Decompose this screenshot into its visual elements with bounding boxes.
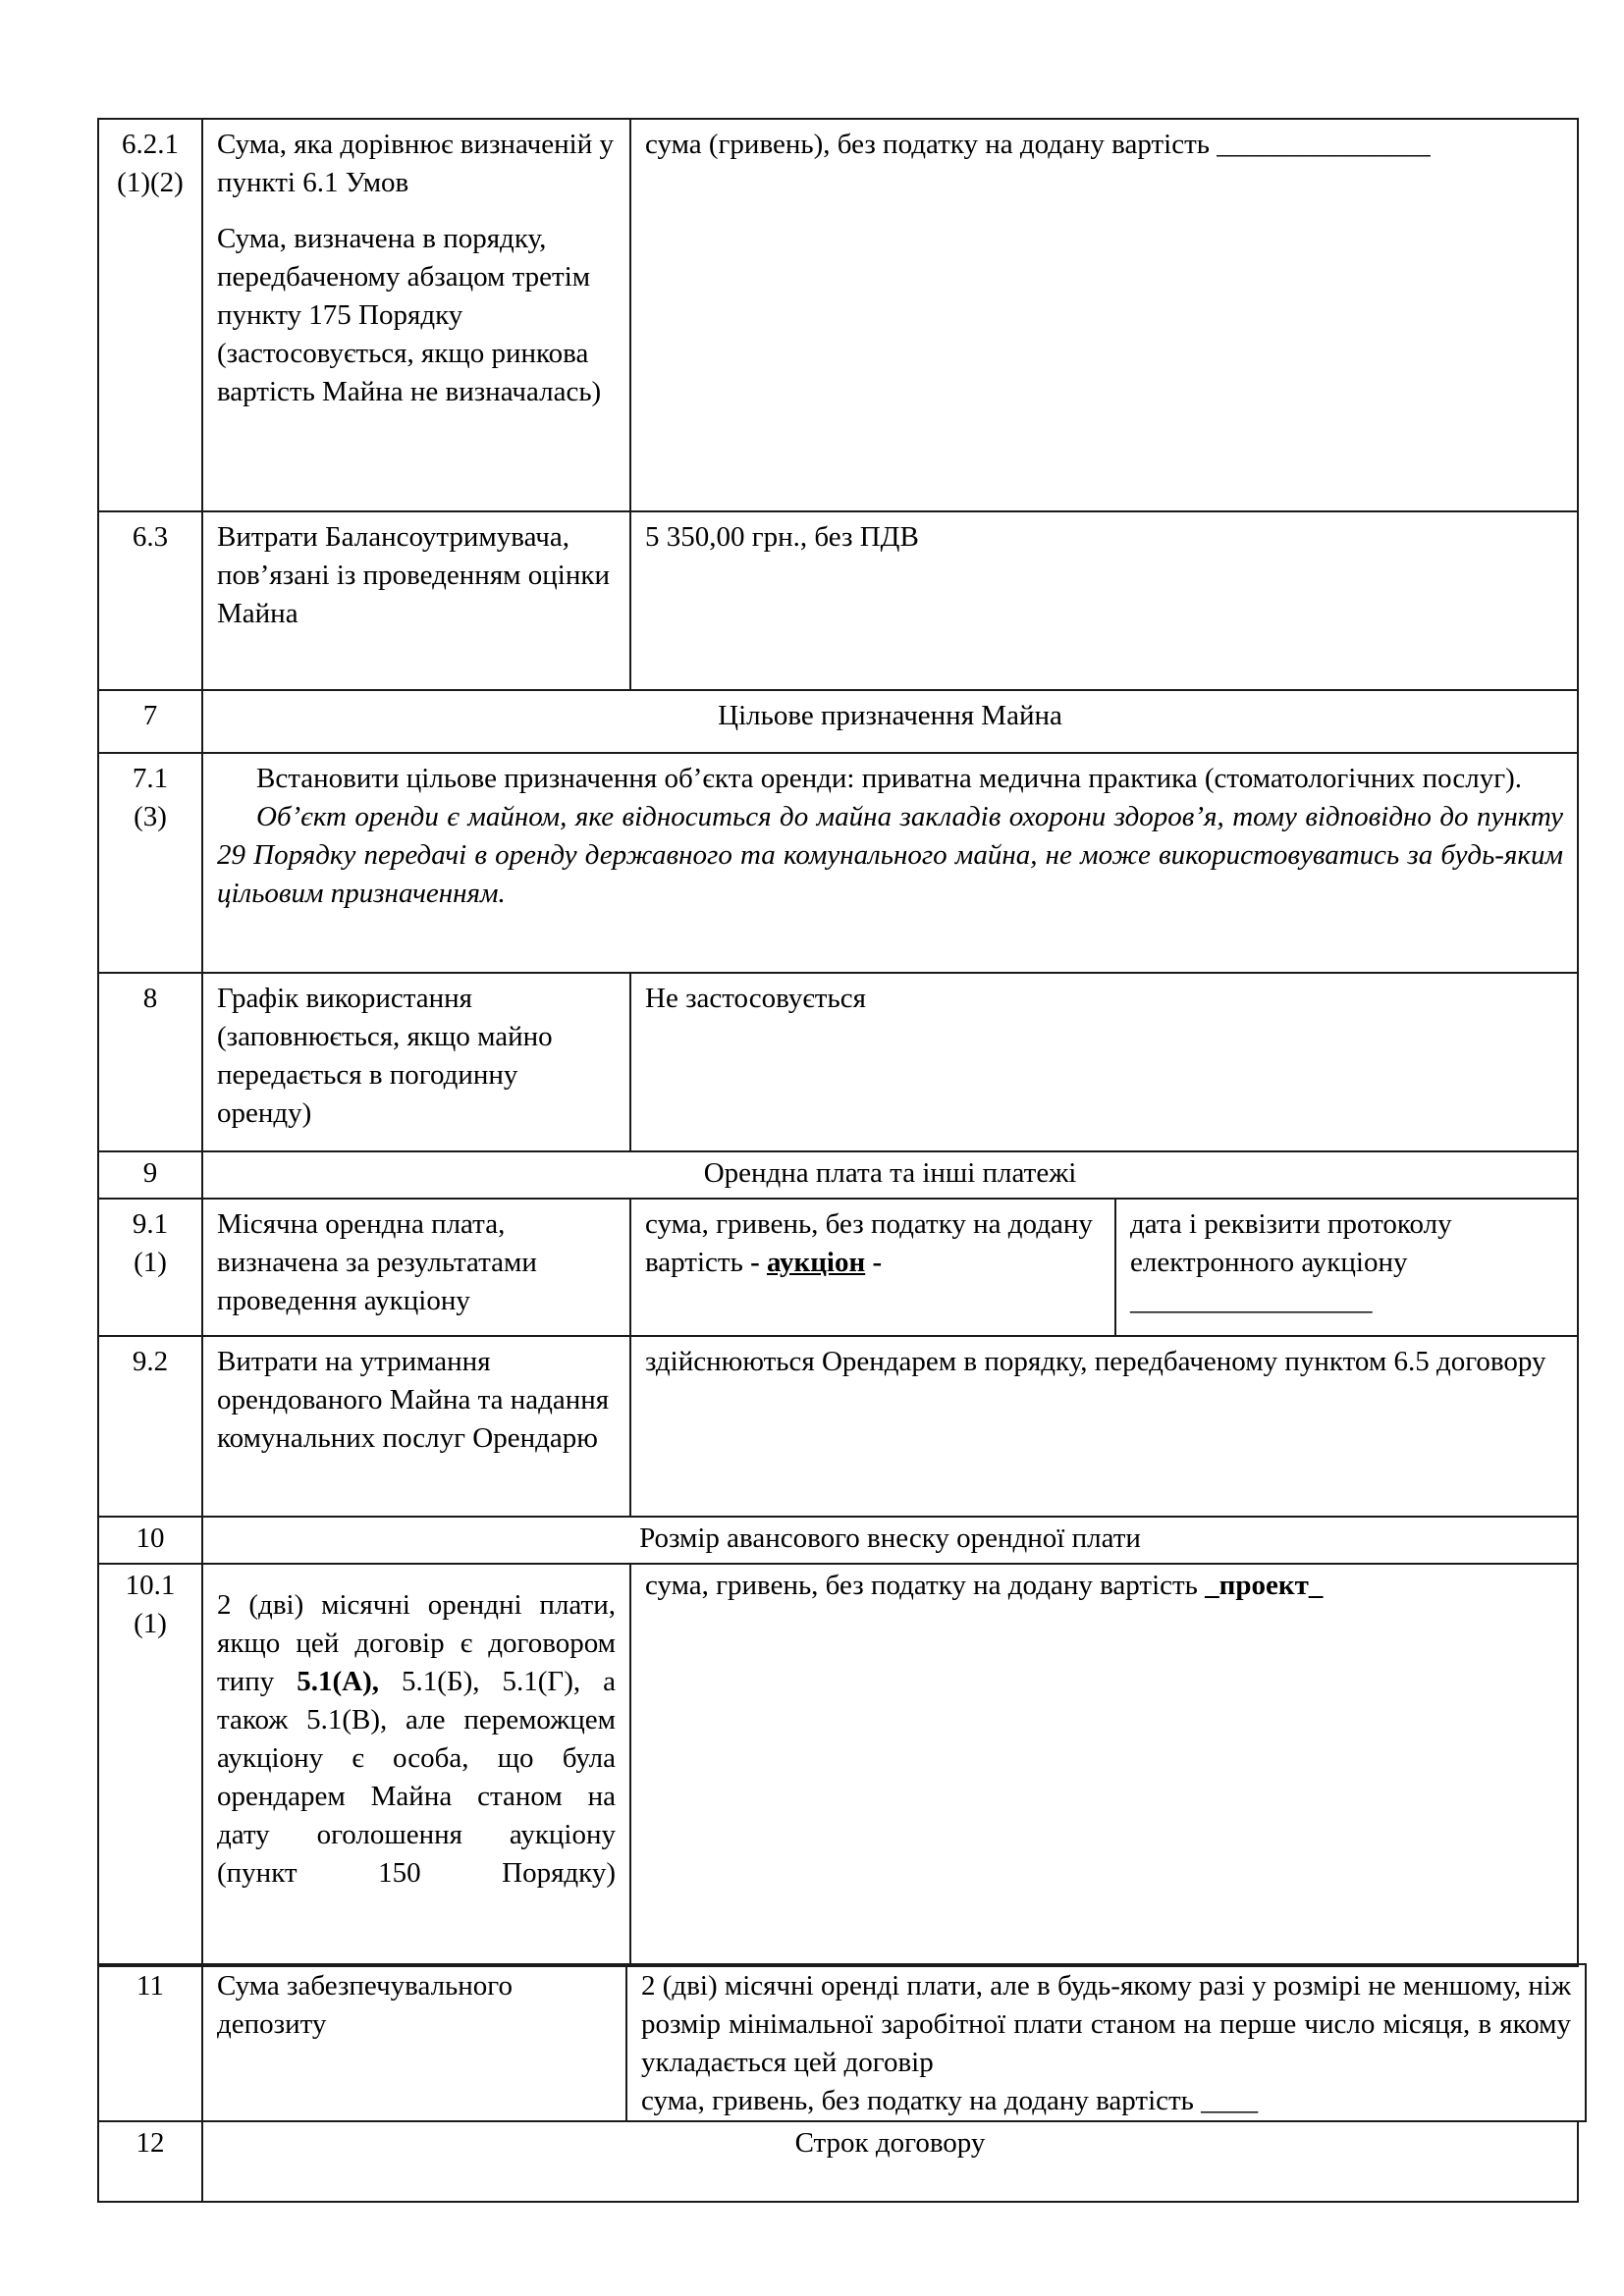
row-number: 10 xyxy=(97,1516,203,1565)
row-label: Витрати Балансоутримувача, пов’язані із проведенням оцінки Майна xyxy=(201,510,631,691)
deposit-text: 2 (дві) місячні оренді плати, але в будь-якому разі у розмірі не меншому, ніж розмір мінімальної заробітної плати станом на перше число місяця, в якому укладається цей договір xyxy=(641,1970,1571,2078)
row-number: 12 xyxy=(97,2120,203,2203)
row-label: Графік використання (заповнюється, якщо майно передається в погодинну оренду) xyxy=(201,972,631,1152)
row-value: здійснюються Орендарем в порядку, передбаченому пунктом 6.5 договору xyxy=(629,1335,1579,1518)
row-label xyxy=(201,118,631,512)
row-number: 10.1 (1) xyxy=(97,1563,203,1967)
section-heading: Цільове призначення Майна xyxy=(201,689,1579,754)
section-heading: Розмір авансового внеску орендної плати xyxy=(201,1516,1579,1565)
row-value: Не застосовується xyxy=(629,972,1579,1152)
row-number: 7 xyxy=(97,689,203,754)
row-label: Місячна орендна плата, визначена за результатами проведення аукціону xyxy=(201,1198,631,1337)
row-number: 9.2 xyxy=(97,1335,203,1518)
purpose-note: Об’єкт оренди є майном, яке відноситься до майна закладів охорони здоров’я, тому відповідно до пункту 29 Порядку передачі в оренду державного та комунального майна, не може використовуватись за будь-яким цільовим призначенням. xyxy=(217,801,1563,909)
row-number: 6.3 xyxy=(97,510,203,691)
row-value xyxy=(629,1198,1116,1337)
row-number: 7.1 (3) xyxy=(97,752,203,974)
row-value xyxy=(625,1963,1587,2122)
row-number: 11 xyxy=(97,1963,203,2122)
row-label xyxy=(201,1563,631,1967)
row-value-extra: дата і реквізити протоколу електронного аукціону _________________ xyxy=(1114,1198,1579,1337)
row-value: сума, гривень, без податку на додану вартість _проект_ xyxy=(629,1563,1579,1967)
row-label: Витрати на утримання орендованого Майна та надання комунальних послуг Орендарю xyxy=(201,1335,631,1518)
label-text: Сума, визначена в порядку, передбаченому абзацом третім пункту 175 Порядку (застосовується, якщо ринкова вартість Майна не визначалась) xyxy=(217,223,602,407)
row-number: 9 xyxy=(97,1150,203,1200)
deposit-amount: сума, гривень, без податку на додану вартість ____ xyxy=(641,2085,1259,2116)
row-value: 5 350,00 грн., без ПДВ xyxy=(629,510,1579,691)
advance-condition: 2 (дві) місячні орендні плати, якщо цей договір є договором типу 5.1(А), 5.1(Б), 5.1(Г), а також 5.1(В), але переможцем аукціону є особа, що була орендарем Майна станом на дату оголошення аукціону (пункт 150 Порядку) xyxy=(217,1589,617,1889)
row-value: сума (гривень), без податку на додану вартість _______________ xyxy=(629,118,1579,512)
row-label: Сума забезпечувального депозиту xyxy=(201,1963,627,2122)
purpose-text: Встановити цільове призначення об’єкта оренди: приватна медична практика (стоматологічних послуг). xyxy=(256,763,1523,794)
row-number: 8 xyxy=(97,972,203,1152)
label-text: Сума, яка дорівнює визначеній у пункті 6.1 Умов xyxy=(217,129,614,198)
value-text: сума, гривень, без податку на додану вартість xyxy=(645,1208,1093,1278)
auction-marker: - аукціон - xyxy=(750,1247,883,1278)
row-number: 9.1 (1) xyxy=(97,1198,203,1337)
row-wide-text xyxy=(201,752,1579,974)
project-marker: _проект_ xyxy=(1205,1570,1324,1601)
row-number: 6.2.1 (1)(2) xyxy=(97,118,203,512)
section-heading: Строк договору xyxy=(201,2120,1579,2203)
section-heading: Орендна плата та інші платежі xyxy=(201,1150,1579,1200)
